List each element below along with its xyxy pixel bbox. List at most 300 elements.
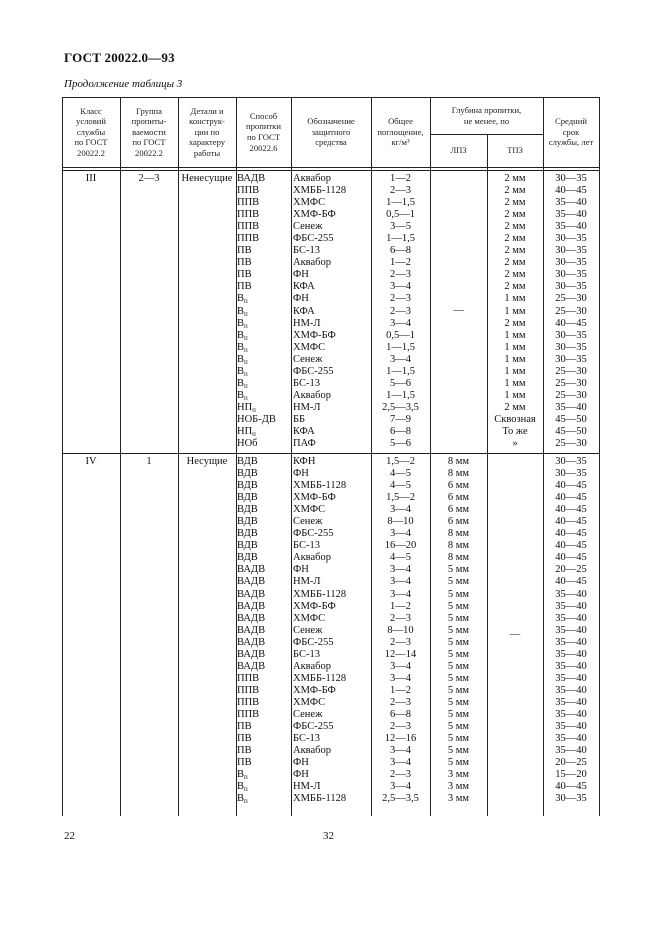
section2-row-agent: ФБС-255 [293, 636, 334, 648]
section1-row-service-life: 25—30 [555, 438, 587, 450]
section1-row-agent: Сенеж [293, 353, 323, 365]
section1-row-method: $В_п$ [237, 317, 248, 330]
section2-row-agent: ФБС-255 [293, 721, 334, 733]
section2-row-service-life: 30—35 [555, 456, 587, 467]
header-parts: Детали и конструк- ции по характеру работы [188, 105, 226, 158]
section2-row-absorption: 4—5 [390, 480, 411, 492]
section2-row-absorption: 8—10 [387, 624, 414, 636]
section2-row-method: ВАДВ [237, 600, 266, 612]
section1-row-agent: ХМФ-БФ [293, 329, 336, 341]
section1-row-absorption: 1—2 [390, 257, 411, 269]
section1-row-tpz: 2 мм [504, 185, 526, 197]
section1-row-agent: БС-13 [293, 377, 320, 389]
section1-row-method: $В_п$ [237, 293, 248, 306]
section2-row-service-life: 35—40 [555, 708, 587, 720]
section2-lpz-column [430, 456, 487, 805]
section2-row-absorption: 12—16 [384, 733, 417, 745]
section2-row-absorption: 2—3 [390, 769, 411, 781]
section1-row-agent: ХМФ-БФ [293, 209, 336, 221]
section2-row-agent: БС-13 [293, 540, 320, 552]
section1-row-agent: Аквабор [293, 257, 332, 269]
section1-row-method: ППВ [237, 233, 260, 245]
section2-row-method: ВАДВ [237, 564, 266, 576]
method-subscript: п [244, 369, 248, 378]
method-subscript: п [244, 357, 248, 366]
section1-row-agent: КФА [293, 425, 315, 437]
section2-parts: Несущие [186, 456, 228, 467]
section2-group: 1 [146, 456, 152, 467]
section1-row-tpz: 1 мм [504, 353, 526, 365]
section1-row-service-life: 30—35 [555, 329, 587, 341]
section2-agent-column [293, 456, 371, 805]
section2-row-service-life: 35—40 [555, 684, 587, 696]
section2-row-lpz: 5 мм [447, 696, 470, 708]
section2-row-service-life: 15—20 [555, 769, 587, 781]
header-service-life: Средний срок службы, лет [548, 116, 594, 148]
document-title: ГОСТ 20022.0—93 [64, 50, 175, 65]
section2-row-service-life: 35—40 [555, 612, 587, 624]
section1-row-absorption: 2—3 [390, 269, 411, 281]
section2-row-lpz: 5 мм [447, 576, 470, 588]
section2-row-lpz: 3 мм [447, 781, 470, 793]
section1-class: III [85, 173, 97, 184]
section2-row-agent: БС-13 [293, 733, 320, 745]
section1-row-absorption: 1—1,5 [386, 197, 415, 209]
section2-row-lpz: 5 мм [447, 708, 470, 720]
section1-row-agent: Аквабор [293, 173, 332, 184]
section1-row-agent: ФН [293, 269, 309, 281]
section1-row-service-life: 25—30 [555, 305, 587, 317]
section1-row-method: $НП_п$ [237, 425, 256, 438]
section1-row-tpz: 2 мм [504, 197, 526, 209]
section1-row-tpz: 1 мм [504, 377, 526, 389]
section1-row-service-life: 35—40 [555, 401, 587, 413]
section2-row-lpz: 3 мм [447, 793, 470, 805]
section2-row-service-life: 35—40 [555, 636, 587, 648]
section1-row-absorption: 1—1,5 [386, 341, 415, 353]
section1-row-tpz: 2 мм [504, 269, 526, 281]
section2-row-method: ППВ [237, 708, 260, 720]
section2-row-method: ВАДВ [237, 576, 266, 588]
section2-row-absorption: 3—4 [390, 660, 411, 672]
section1-row-method: $В_п$ [237, 389, 248, 402]
section2-row-absorption: 3—4 [390, 504, 411, 516]
method-subscript: п [244, 393, 248, 402]
section1-row-absorption: 6—8 [390, 425, 411, 437]
impregnation-table [62, 97, 599, 816]
method-subscript: п [244, 309, 248, 318]
section1-row-tpz: 2 мм [504, 401, 526, 413]
section2-row-agent: ФН [293, 468, 309, 480]
section2-row-service-life: 35—40 [555, 733, 587, 745]
section2-row-absorption: 1—2 [390, 684, 411, 696]
section2-row-lpz: 5 мм [447, 600, 470, 612]
section1-row-agent: НМ-Л [293, 317, 321, 329]
section2-row-lpz: 5 мм [447, 672, 470, 684]
section1-row-agent: БС-13 [293, 245, 320, 257]
section1-row-method: $В_п$ [237, 305, 248, 318]
section2-row-method: $В_п$ [237, 793, 248, 806]
section1-row-absorption: 3—4 [390, 353, 411, 365]
section2-row-agent: ХМФ-БФ [293, 492, 336, 504]
section1-row-absorption: 2—3 [390, 305, 411, 317]
section1-row-absorption: 1—1,5 [386, 233, 415, 245]
section2-row-absorption: 1—2 [390, 600, 411, 612]
section2-row-absorption: 3—4 [390, 576, 411, 588]
section2-row-lpz: 5 мм [447, 636, 470, 648]
section1-row-tpz: 2 мм [504, 257, 526, 269]
section1-row-service-life: 35—40 [555, 221, 587, 233]
section1-row-method: $НП_п$ [237, 401, 256, 414]
section1-row-method: ППВ [237, 221, 260, 233]
section1-row-absorption: 3—5 [390, 221, 411, 233]
section1-row-tpz: 2 мм [504, 233, 526, 245]
section2-row-absorption: 6—8 [390, 708, 411, 720]
section2-row-service-life: 30—35 [555, 793, 587, 805]
section1-row-tpz: 2 мм [504, 317, 526, 329]
section1-row-service-life: 30—35 [555, 173, 587, 184]
method-subscript: п [252, 429, 256, 438]
section1-row-tpz: 2 мм [504, 245, 526, 257]
section2-row-method: ППВ [237, 672, 260, 684]
section2-row-agent: ФБС-255 [293, 528, 334, 540]
section2-row-method: ВДВ [237, 468, 258, 480]
section1-parts: Ненесущие [181, 173, 233, 184]
section2-row-method: ВАДВ [237, 624, 266, 636]
section1-row-service-life: 25—30 [555, 365, 587, 377]
section1-row-absorption: 1—1,5 [386, 389, 415, 401]
section1-row-agent: ПАФ [293, 438, 316, 450]
section2-row-service-life: 35—40 [555, 600, 587, 612]
section2-row-absorption: 4—5 [390, 468, 411, 480]
section2-row-lpz: 5 мм [447, 624, 470, 636]
section2-row-lpz: 5 мм [447, 745, 470, 757]
method-subscript: п [244, 333, 248, 342]
section2-row-method: ВДВ [237, 480, 258, 492]
section2-row-method: ПВ [237, 733, 252, 745]
section2-row-lpz: 5 мм [447, 684, 470, 696]
section2-row-agent: Сенеж [293, 708, 323, 720]
page-number-left: 22 [64, 830, 75, 842]
section2-row-service-life: 40—45 [555, 540, 587, 552]
header-depth: Глубина пропитки, не менее, по [451, 104, 522, 126]
section2-row-absorption: 3—4 [390, 745, 411, 757]
header-agent: Обозначение защитного средства [307, 116, 355, 148]
section2-row-lpz: 5 мм [447, 648, 470, 660]
section1-row-agent: ФН [293, 293, 309, 305]
section1-row-service-life: 30—35 [555, 257, 587, 269]
section2-row-lpz: 8 мм [447, 468, 470, 480]
section1-row-method: $В_п$ [237, 353, 248, 366]
section2-row-absorption: 12—14 [384, 648, 417, 660]
method-subscript: п [244, 773, 248, 782]
section1-method-column [237, 173, 291, 450]
section2-row-method: ВДВ [237, 516, 258, 528]
section1-row-absorption: 2—3 [390, 293, 411, 305]
section1-row-service-life: 35—40 [555, 197, 587, 209]
header-tpz: ТПЗ [507, 145, 523, 156]
section2-row-service-life: 35—40 [555, 696, 587, 708]
section1-row-method: НОБ-ДВ [237, 413, 276, 425]
section2-row-service-life: 30—35 [555, 468, 587, 480]
section1-row-service-life: 25—30 [555, 293, 587, 305]
section2-row-agent: ФН [293, 564, 309, 576]
section2-row-lpz: 5 мм [447, 660, 470, 672]
section2-row-agent: ХМББ-1128 [293, 588, 347, 600]
section1-row-service-life: 25—30 [555, 377, 587, 389]
header-absorption: Общее поглощение, кг/м³ [377, 116, 424, 148]
section1-row-tpz: 2 мм [504, 221, 526, 233]
section1-row-service-life: 30—35 [555, 269, 587, 281]
section2-row-lpz: 5 мм [447, 588, 470, 600]
section1-row-absorption: 5—6 [390, 438, 411, 450]
section2-row-method: ВАДВ [237, 648, 266, 660]
section2-row-absorption: 4—5 [390, 552, 411, 564]
section2-row-absorption: 3—4 [390, 672, 411, 684]
section1-row-tpz: » [512, 438, 518, 450]
section2-row-service-life: 40—45 [555, 516, 587, 528]
method-subscript: п [244, 321, 248, 330]
section2-row-absorption: 8—10 [387, 516, 414, 528]
section1-row-agent: Сенеж [293, 221, 323, 233]
section1-row-service-life: 25—30 [555, 389, 587, 401]
section1-row-service-life: 40—45 [555, 317, 587, 329]
section2-row-agent: НМ-Л [293, 576, 321, 588]
section2-row-agent: ХМФ-БФ [293, 600, 336, 612]
method-subscript: п [244, 297, 248, 306]
section2-row-absorption: 2—3 [390, 696, 411, 708]
section2-row-absorption: 3—4 [390, 528, 411, 540]
section1-row-tpz: 1 мм [504, 329, 526, 341]
section2-row-agent: ХМББ-1128 [293, 480, 347, 492]
section2-row-method: ВДВ [237, 504, 258, 516]
section2-row-method: ПВ [237, 721, 252, 733]
section1-row-tpz: 1 мм [504, 293, 526, 305]
section1-row-agent: Аквабор [293, 389, 332, 401]
section1-row-tpz: 2 мм [504, 281, 526, 293]
section1-absorption-column [371, 173, 430, 450]
section2-row-absorption: 3—4 [390, 757, 411, 769]
section2-tpz: — [509, 629, 521, 640]
section2-row-agent: КФН [293, 456, 316, 467]
section1-row-absorption: 6—8 [390, 245, 411, 257]
section1-row-service-life: 30—35 [555, 245, 587, 257]
section2-row-service-life: 35—40 [555, 672, 587, 684]
section2-row-absorption: 2—3 [390, 721, 411, 733]
section1-row-absorption: 3—4 [390, 317, 411, 329]
section2-row-service-life: 35—40 [555, 588, 587, 600]
section1-row-absorption: 3—4 [390, 281, 411, 293]
section2-row-service-life: 35—40 [555, 624, 587, 636]
section2-row-service-life: 35—40 [555, 660, 587, 672]
section1-row-service-life: 30—35 [555, 281, 587, 293]
section2-row-agent: Сенеж [293, 516, 323, 528]
section2-row-method: ВАДВ [237, 612, 266, 624]
method-subscript: п [244, 785, 248, 794]
section1-row-tpz: 1 мм [504, 389, 526, 401]
section2-row-method: ВДВ [237, 552, 258, 564]
section1-row-service-life: 45—50 [555, 413, 587, 425]
section2-row-method: ВАДВ [237, 660, 266, 672]
section2-row-method: ВДВ [237, 492, 258, 504]
section2-row-service-life: 40—45 [555, 480, 587, 492]
section2-row-lpz: 6 мм [447, 516, 470, 528]
method-subscript: п [244, 381, 248, 390]
section2-row-service-life: 35—40 [555, 745, 587, 757]
section1-row-method: ППВ [237, 197, 260, 209]
section2-row-lpz: 5 мм [447, 721, 470, 733]
section1-row-tpz: Сквозная [494, 413, 536, 425]
section1-row-service-life: 35—40 [555, 209, 587, 221]
section2-row-absorption: 16—20 [384, 540, 417, 552]
section1-row-agent: НМ-Л [293, 401, 321, 413]
section1-row-method: $В_п$ [237, 329, 248, 342]
section2-row-agent: ХМФ-БФ [293, 684, 336, 696]
section1-row-absorption: 5—6 [390, 377, 411, 389]
section1-row-absorption: 1—1,5 [386, 365, 415, 377]
section2-row-agent: ХМФС [293, 612, 326, 624]
section2-row-service-life: 20—25 [555, 757, 587, 769]
section2-row-lpz: 3 мм [447, 769, 470, 781]
header-group: Группа пропиты- ваемости по ГОСТ 20022.2 [131, 105, 167, 158]
section1-row-method: НОб [237, 438, 258, 450]
section1-row-tpz: 1 мм [504, 365, 526, 377]
section1-row-method: ВАДВ [237, 173, 266, 184]
section1-tpz-column [487, 173, 543, 450]
section2-absorption-column [371, 456, 430, 805]
section1-lpz: — [453, 305, 464, 316]
section2-row-service-life: 20—25 [555, 564, 587, 576]
section2-row-service-life: 35—40 [555, 648, 587, 660]
section2-row-method: ВАДВ [237, 636, 266, 648]
section1-row-tpz: 1 мм [504, 341, 526, 353]
section2-row-method: ВДВ [237, 528, 258, 540]
section1-row-tpz: То же [502, 425, 528, 437]
section2-row-service-life: 40—45 [555, 552, 587, 564]
section2-row-method: ППВ [237, 696, 260, 708]
section1-row-agent: КФА [293, 305, 315, 317]
section2-row-agent: ФН [293, 769, 309, 781]
section1-row-method: ППВ [237, 185, 260, 197]
section2-class: IV [85, 456, 97, 467]
section2-row-absorption: 3—4 [390, 781, 411, 793]
section2-row-service-life: 40—45 [555, 781, 587, 793]
section1-row-agent: КФА [293, 281, 315, 293]
section2-method-column [237, 456, 291, 805]
section2-row-lpz: 8 мм [447, 528, 470, 540]
section2-row-agent: ХМФС [293, 696, 326, 708]
section1-row-agent: ФБС-255 [293, 365, 334, 377]
section2-row-method: ВДВ [237, 540, 258, 552]
section2-row-method: ВДВ [237, 456, 258, 467]
section2-row-lpz: 5 мм [447, 564, 470, 576]
section1-row-absorption: 2—3 [390, 185, 411, 197]
section1-row-method: ППВ [237, 209, 260, 221]
section2-row-agent: Аквабор [293, 552, 332, 564]
section1-row-method: $В_п$ [237, 365, 248, 378]
section1-row-absorption: 0,5—1 [386, 329, 415, 341]
section1-row-method: $В_п$ [237, 377, 248, 390]
section2-row-service-life: 40—45 [555, 492, 587, 504]
header-method: Способ пропитки по ГОСТ 20022.6 [246, 110, 281, 153]
section2-row-service-life: 40—45 [555, 504, 587, 516]
section1-row-agent: ХМФС [293, 341, 326, 353]
section1-row-absorption: 0,5—1 [386, 209, 415, 221]
section1-row-tpz: 2 мм [504, 209, 526, 221]
section1-group: 2—3 [138, 173, 160, 184]
section1-row-agent: ХМФС [293, 197, 326, 209]
header-lpz: ЛПЗ [450, 145, 467, 156]
section1-row-service-life: 30—35 [555, 341, 587, 353]
section1-life-column [543, 173, 599, 450]
section2-row-absorption: 3—4 [390, 564, 411, 576]
section1-row-service-life: 30—35 [555, 233, 587, 245]
section2-life-column [543, 456, 599, 805]
section1-agent-column [293, 173, 371, 450]
section2-row-lpz: 5 мм [447, 757, 470, 769]
section2-row-absorption: 2—3 [390, 612, 411, 624]
section2-row-method: ВАДВ [237, 588, 266, 600]
section2-row-lpz: 8 мм [447, 540, 470, 552]
section2-row-agent: ФН [293, 757, 309, 769]
section2-row-absorption: 3—4 [390, 588, 411, 600]
section1-row-agent: ФБС-255 [293, 233, 334, 245]
section2-row-agent: БС-13 [293, 648, 320, 660]
section2-row-lpz: 6 мм [447, 480, 470, 492]
section2-row-absorption: 2—3 [390, 636, 411, 648]
section2-row-method: $В_п$ [237, 781, 248, 794]
section2-row-agent: ХМББ-1128 [293, 793, 347, 805]
section2-row-lpz: 8 мм [447, 456, 470, 467]
section2-row-method: ППВ [237, 684, 260, 696]
method-subscript: п [244, 797, 248, 806]
section1-row-tpz: 1 мм [504, 305, 526, 317]
section1-row-service-life: 45—50 [555, 425, 587, 437]
section2-row-absorption: 1,5—2 [386, 456, 415, 467]
section2-row-service-life: 40—45 [555, 576, 587, 588]
section1-row-absorption: 7—9 [390, 413, 411, 425]
section1-row-tpz: 2 мм [504, 173, 526, 184]
section2-row-agent: НМ-Л [293, 781, 321, 793]
section2-row-method: ПВ [237, 757, 252, 769]
section1-row-service-life: 30—35 [555, 353, 587, 365]
method-subscript: п [244, 345, 248, 354]
section1-row-service-life: 40—45 [555, 185, 587, 197]
section2-row-agent: Аквабор [293, 660, 332, 672]
section2-row-service-life: 40—45 [555, 528, 587, 540]
section2-row-lpz: 5 мм [447, 612, 470, 624]
section1-row-method: ПВ [237, 281, 252, 293]
section2-row-agent: ХМББ-1128 [293, 672, 347, 684]
section2-row-lpz: 6 мм [447, 492, 470, 504]
section2-row-service-life: 35—40 [555, 721, 587, 733]
section2-row-agent: Аквабор [293, 745, 332, 757]
table-continuation-caption: Продолжение таблицы 3 [64, 78, 183, 90]
section1-row-agent: ХМББ-1128 [293, 185, 347, 197]
section1-row-method: ПВ [237, 257, 252, 269]
section1-row-absorption: 1—2 [390, 173, 411, 184]
section2-row-method: $В_п$ [237, 769, 248, 782]
section2-row-lpz: 8 мм [447, 552, 470, 564]
section1-row-method: ПВ [237, 269, 252, 281]
section2-row-absorption: 1,5—2 [386, 492, 415, 504]
section1-row-method: ПВ [237, 245, 252, 257]
section2-row-agent: ХМФС [293, 504, 326, 516]
section2-row-method: ПВ [237, 745, 252, 757]
method-subscript: п [252, 405, 256, 414]
section2-row-lpz: 6 мм [447, 504, 470, 516]
section2-row-absorption: 2,5—3,5 [382, 793, 419, 805]
